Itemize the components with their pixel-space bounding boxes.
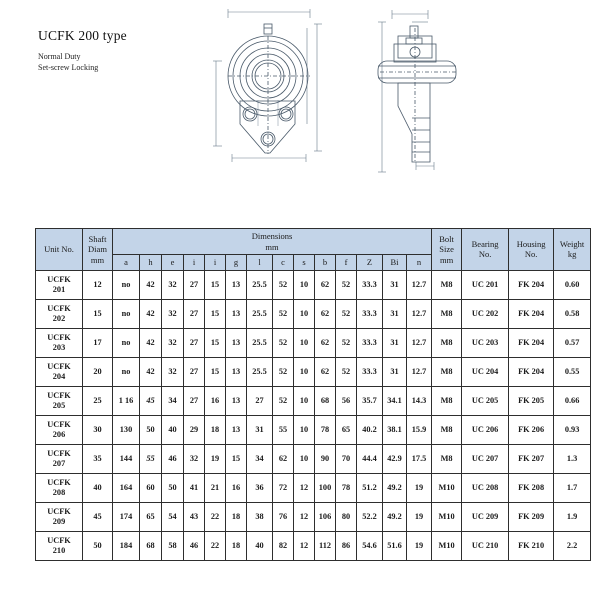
cell-dim-e: 32 [162, 357, 184, 386]
cell-unit-no [36, 502, 83, 531]
cell-unit-no [36, 531, 83, 560]
unit-no-l2: 206 [52, 429, 66, 439]
cell-dim-i: 16 [205, 386, 226, 415]
cell-dim-c: 52 [273, 386, 294, 415]
th-shaft-diam [83, 229, 113, 271]
table-row [36, 299, 591, 328]
cell-dim-l: 31 [247, 415, 273, 444]
cell-dim-b: 68 [315, 386, 336, 415]
cell-bolt-size: M8 [432, 270, 462, 299]
th-dim-symbol-8: s [294, 255, 315, 271]
cell-housing-no: FK 204 [509, 299, 554, 328]
cell-dim-f: 86 [336, 531, 357, 560]
cell-dim-g: 18 [226, 502, 247, 531]
cell-weight: 1.9 [554, 502, 591, 531]
cell-dim-i: 27 [184, 357, 205, 386]
cell-bearing-no: UC 210 [462, 531, 509, 560]
cell-dim-c: 62 [273, 444, 294, 473]
cell-dim-e: 40 [162, 415, 184, 444]
cell-bolt-size: M8 [432, 328, 462, 357]
cell-dim-l: 40 [247, 531, 273, 560]
cell-dim-n: 15.9 [407, 415, 432, 444]
cell-shaft-diam: 17 [83, 328, 113, 357]
cell-dim-i: 15 [205, 357, 226, 386]
cell-dim-a: no [113, 270, 140, 299]
th-dim-symbol-2: e [162, 255, 184, 271]
cell-dim-e: 46 [162, 444, 184, 473]
cell-dim-i: 27 [184, 328, 205, 357]
cell-dim-i: 41 [184, 473, 205, 502]
cell-dim-g: 15 [226, 444, 247, 473]
cell-dim-i: 29 [184, 415, 205, 444]
cell-dim-b: 78 [315, 415, 336, 444]
th-unit-no: Unit No. [36, 229, 83, 271]
th-dim-symbol-11: Z [357, 255, 383, 271]
cell-weight: 0.93 [554, 415, 591, 444]
cell-dim-h: 42 [140, 270, 162, 299]
cell-dim-e: 50 [162, 473, 184, 502]
unit-no-l2: 207 [52, 458, 66, 468]
cell-dim-i: 15 [205, 270, 226, 299]
specification-table [35, 228, 591, 561]
cell-weight: 0.60 [554, 270, 591, 299]
cell-dim-h: 50 [140, 415, 162, 444]
cell-dim-h: 45 [140, 386, 162, 415]
cell-dim-n: 17.5 [407, 444, 432, 473]
cell-weight: 1.3 [554, 444, 591, 473]
cell-dim-c: 52 [273, 357, 294, 386]
cell-unit-no [36, 357, 83, 386]
cell-dim-b: 112 [315, 531, 336, 560]
cell-bolt-size: M8 [432, 299, 462, 328]
cell-bearing-no: UC 203 [462, 328, 509, 357]
cell-dim-a: 174 [113, 502, 140, 531]
cell-bearing-no: UC 202 [462, 299, 509, 328]
cell-weight: 2.2 [554, 531, 591, 560]
unit-no-l2: 202 [52, 313, 66, 323]
cell-housing-no: FK 208 [509, 473, 554, 502]
th-dim-symbol-1: h [140, 255, 162, 271]
cell-dim-l: 25.5 [247, 357, 273, 386]
cell-dim-s: 10 [294, 357, 315, 386]
cell-dim-n: 19 [407, 473, 432, 502]
cell-dim-e: 54 [162, 502, 184, 531]
cell-dim-h: 42 [140, 299, 162, 328]
th-shaft-diam-l2: Diam [88, 244, 107, 254]
cell-dim-i: 22 [205, 531, 226, 560]
unit-no-l2: 203 [52, 342, 66, 352]
cell-weight: 1.7 [554, 473, 591, 502]
cell-shaft-diam: 40 [83, 473, 113, 502]
table-row [36, 444, 591, 473]
cell-dim-Z: 33.3 [357, 357, 383, 386]
cell-dim-a: 184 [113, 531, 140, 560]
cell-dim-Bi: 49.2 [383, 473, 407, 502]
cell-dim-Bi: 31 [383, 270, 407, 299]
cell-bolt-size: M10 [432, 502, 462, 531]
cell-dim-i: 43 [184, 502, 205, 531]
cell-dim-g: 13 [226, 415, 247, 444]
cell-dim-Z: 33.3 [357, 299, 383, 328]
th-bearing-no [462, 229, 509, 271]
cell-dim-i: 22 [205, 502, 226, 531]
unit-no-l1: UCFK [47, 361, 71, 371]
unit-no-l2: 208 [52, 487, 66, 497]
cell-dim-Bi: 51.6 [383, 531, 407, 560]
cell-dim-i: 27 [184, 299, 205, 328]
cell-unit-no [36, 270, 83, 299]
cell-dim-a: no [113, 357, 140, 386]
cell-dim-Z: 33.3 [357, 270, 383, 299]
th-dim-symbol-7: c [273, 255, 294, 271]
cell-dim-g: 18 [226, 531, 247, 560]
cell-dim-l: 27 [247, 386, 273, 415]
cell-dim-i: 27 [184, 270, 205, 299]
cell-bearing-no: UC 208 [462, 473, 509, 502]
cell-dim-a: no [113, 328, 140, 357]
cell-dim-n: 12.7 [407, 357, 432, 386]
cell-dim-n: 12.7 [407, 328, 432, 357]
cell-bearing-no: UC 204 [462, 357, 509, 386]
cell-dim-s: 12 [294, 502, 315, 531]
unit-no-l1: UCFK [47, 506, 71, 516]
unit-no-l1: UCFK [47, 332, 71, 342]
cell-dim-e: 34 [162, 386, 184, 415]
cell-dim-g: 13 [226, 328, 247, 357]
header-section [0, 0, 600, 210]
table-header [36, 229, 591, 271]
cell-dim-c: 52 [273, 328, 294, 357]
cell-dim-b: 62 [315, 299, 336, 328]
th-bearing-no-l1: Bearing [471, 238, 499, 249]
th-dim-symbol-3: i [184, 255, 205, 271]
cell-dim-e: 32 [162, 299, 184, 328]
th-dim-symbol-10: f [336, 255, 357, 271]
th-dimensions-l2: mm [265, 241, 279, 252]
cell-unit-no [36, 415, 83, 444]
cell-dim-i: 18 [205, 415, 226, 444]
cell-housing-no: FK 207 [509, 444, 554, 473]
cell-dim-g: 13 [226, 386, 247, 415]
unit-no-l2: 205 [52, 400, 66, 410]
cell-bolt-size: M8 [432, 415, 462, 444]
cell-bearing-no: UC 201 [462, 270, 509, 299]
cell-dim-h: 68 [140, 531, 162, 560]
cell-unit-no [36, 444, 83, 473]
cell-dim-h: 60 [140, 473, 162, 502]
cell-dim-c: 52 [273, 270, 294, 299]
cell-dim-b: 100 [315, 473, 336, 502]
cell-dim-b: 62 [315, 328, 336, 357]
cell-shaft-diam: 45 [83, 502, 113, 531]
cell-dim-f: 52 [336, 270, 357, 299]
th-bolt-size-l3: mm [439, 254, 454, 265]
table-header-row-1 [36, 229, 591, 255]
cell-shaft-diam: 30 [83, 415, 113, 444]
unit-no-l1: UCFK [47, 448, 71, 458]
cell-dim-i: 46 [184, 531, 205, 560]
cell-dim-c: 52 [273, 299, 294, 328]
unit-no-l1: UCFK [47, 535, 71, 545]
cell-dim-i: 15 [205, 299, 226, 328]
cell-dim-a: no [113, 299, 140, 328]
cell-dim-l: 25.5 [247, 299, 273, 328]
cell-dim-s: 10 [294, 386, 315, 415]
cell-dim-g: 16 [226, 473, 247, 502]
cell-dim-f: 52 [336, 328, 357, 357]
cell-dim-f: 78 [336, 473, 357, 502]
cell-housing-no: FK 204 [509, 270, 554, 299]
cell-dim-f: 70 [336, 444, 357, 473]
specification-table-wrapper [35, 228, 585, 561]
cell-dim-s: 12 [294, 531, 315, 560]
cell-dim-Bi: 31 [383, 299, 407, 328]
cell-dim-Bi: 31 [383, 328, 407, 357]
cell-dim-s: 12 [294, 473, 315, 502]
unit-no-l1: UCFK [47, 274, 71, 284]
cell-shaft-diam: 35 [83, 444, 113, 473]
front-view-drawing [210, 6, 330, 186]
cell-bearing-no: UC 205 [462, 386, 509, 415]
cell-dim-a: 1 16 [113, 386, 140, 415]
th-dimensions-group [113, 229, 432, 255]
cell-weight: 0.55 [554, 357, 591, 386]
cell-dim-f: 56 [336, 386, 357, 415]
cell-dim-i: 15 [205, 328, 226, 357]
cell-shaft-diam: 15 [83, 299, 113, 328]
cell-unit-no [36, 328, 83, 357]
unit-no-l1: UCFK [47, 303, 71, 313]
cell-dim-s: 10 [294, 444, 315, 473]
th-shaft-diam-l1: Shaft [88, 233, 107, 244]
cell-unit-no [36, 386, 83, 415]
cell-shaft-diam: 25 [83, 386, 113, 415]
cell-housing-no: FK 205 [509, 386, 554, 415]
cell-dim-f: 52 [336, 357, 357, 386]
cell-dim-b: 106 [315, 502, 336, 531]
unit-no-l1: UCFK [47, 477, 71, 487]
cell-dim-b: 62 [315, 357, 336, 386]
cell-bolt-size: M8 [432, 386, 462, 415]
cell-dim-f: 65 [336, 415, 357, 444]
table-row [36, 357, 591, 386]
cell-dim-c: 55 [273, 415, 294, 444]
cell-bearing-no: UC 206 [462, 415, 509, 444]
cell-dim-c: 76 [273, 502, 294, 531]
cell-dim-Z: 40.2 [357, 415, 383, 444]
cell-dim-f: 52 [336, 299, 357, 328]
cell-unit-no [36, 299, 83, 328]
cell-dim-h: 65 [140, 502, 162, 531]
cell-dim-l: 34 [247, 444, 273, 473]
cell-shaft-diam: 20 [83, 357, 113, 386]
cell-bolt-size: M10 [432, 531, 462, 560]
unit-no-l1: UCFK [47, 419, 71, 429]
cell-dim-g: 13 [226, 299, 247, 328]
cell-dim-c: 72 [273, 473, 294, 502]
cell-dim-a: 144 [113, 444, 140, 473]
cell-dim-c: 82 [273, 531, 294, 560]
cell-bolt-size: M10 [432, 473, 462, 502]
cell-dim-n: 19 [407, 502, 432, 531]
table-row [36, 473, 591, 502]
cell-dim-Z: 33.3 [357, 328, 383, 357]
th-dim-symbol-12: Bi [383, 255, 407, 271]
cell-dim-Z: 54.6 [357, 531, 383, 560]
cell-housing-no: FK 204 [509, 328, 554, 357]
cell-dim-a: 130 [113, 415, 140, 444]
table-row [36, 502, 591, 531]
cell-dim-s: 10 [294, 299, 315, 328]
cell-dim-n: 19 [407, 531, 432, 560]
cell-dim-Bi: 31 [383, 357, 407, 386]
cell-dim-l: 25.5 [247, 328, 273, 357]
table-row [36, 270, 591, 299]
table-body [36, 270, 591, 560]
th-dimensions-l1: Dimensions [251, 231, 293, 241]
cell-shaft-diam: 12 [83, 270, 113, 299]
cell-dim-a: 164 [113, 473, 140, 502]
table-row [36, 531, 591, 560]
cell-dim-Bi: 34.1 [383, 386, 407, 415]
cell-weight: 0.58 [554, 299, 591, 328]
cell-housing-no: FK 209 [509, 502, 554, 531]
th-housing-no-l1: Housing [516, 238, 546, 249]
cell-dim-s: 10 [294, 415, 315, 444]
th-dim-symbol-4: i [205, 255, 226, 271]
th-shaft-diam-l3: mm [90, 254, 105, 265]
cell-dim-Bi: 42.9 [383, 444, 407, 473]
cell-dim-h: 55 [140, 444, 162, 473]
cell-dim-h: 42 [140, 328, 162, 357]
unit-no-l2: 204 [52, 371, 66, 381]
cell-unit-no [36, 473, 83, 502]
cell-weight: 0.66 [554, 386, 591, 415]
cell-dim-Z: 52.2 [357, 502, 383, 531]
th-bearing-no-l2: No. [478, 249, 492, 260]
subtitle-set-screw-locking: Set-screw Locking [38, 63, 99, 72]
cell-dim-n: 12.7 [407, 299, 432, 328]
cell-housing-no: FK 206 [509, 415, 554, 444]
page-title: UCFK 200 type [38, 28, 127, 43]
th-weight [554, 229, 591, 271]
cell-dim-Z: 44.4 [357, 444, 383, 473]
cell-dim-Z: 51.2 [357, 473, 383, 502]
cell-housing-no: FK 204 [509, 357, 554, 386]
title-block [38, 28, 218, 73]
th-dim-symbol-5: g [226, 255, 247, 271]
table-row [36, 386, 591, 415]
cell-dim-e: 32 [162, 328, 184, 357]
th-dim-symbol-0: a [113, 255, 140, 271]
table-row [36, 415, 591, 444]
cell-dim-i: 27 [184, 386, 205, 415]
th-housing-no-l2: No. [524, 249, 538, 260]
th-dim-symbol-6: l [247, 255, 273, 271]
subtitle-normal-duty: Normal Duty [38, 52, 81, 61]
cell-dim-Z: 35.7 [357, 386, 383, 415]
cell-dim-g: 13 [226, 270, 247, 299]
unit-no-l2: 201 [52, 284, 66, 294]
cell-bearing-no: UC 209 [462, 502, 509, 531]
cell-housing-no: FK 210 [509, 531, 554, 560]
cell-dim-Bi: 38.1 [383, 415, 407, 444]
cell-dim-s: 10 [294, 328, 315, 357]
unit-no-l2: 210 [52, 545, 66, 555]
cell-dim-e: 58 [162, 531, 184, 560]
cell-dim-b: 62 [315, 270, 336, 299]
cell-dim-g: 13 [226, 357, 247, 386]
th-weight-l1: Weight [559, 238, 585, 249]
cell-dim-s: 10 [294, 270, 315, 299]
cell-dim-f: 80 [336, 502, 357, 531]
cell-dim-n: 12.7 [407, 270, 432, 299]
th-dim-symbol-9: b [315, 255, 336, 271]
th-weight-l2: kg [567, 249, 577, 260]
th-bolt-size [432, 229, 462, 271]
cell-weight: 0.57 [554, 328, 591, 357]
cell-dim-i: 32 [184, 444, 205, 473]
cell-dim-n: 14.3 [407, 386, 432, 415]
cell-dim-i: 19 [205, 444, 226, 473]
th-bolt-size-l2: Size [439, 244, 454, 254]
cell-dim-h: 42 [140, 357, 162, 386]
th-bolt-size-l1: Bolt [439, 233, 454, 244]
th-dim-symbol-13: n [407, 255, 432, 271]
th-housing-no [509, 229, 554, 271]
cell-dim-b: 90 [315, 444, 336, 473]
cell-dim-e: 32 [162, 270, 184, 299]
side-view-drawing [372, 6, 484, 191]
unit-no-l1: UCFK [47, 390, 71, 400]
cell-dim-l: 25.5 [247, 270, 273, 299]
unit-no-l2: 209 [52, 516, 66, 526]
cell-dim-l: 36 [247, 473, 273, 502]
table-row [36, 328, 591, 357]
cell-dim-l: 38 [247, 502, 273, 531]
cell-dim-Bi: 49.2 [383, 502, 407, 531]
cell-bolt-size: M8 [432, 444, 462, 473]
cell-shaft-diam: 50 [83, 531, 113, 560]
cell-dim-i: 21 [205, 473, 226, 502]
cell-bolt-size: M8 [432, 357, 462, 386]
cell-bearing-no: UC 207 [462, 444, 509, 473]
